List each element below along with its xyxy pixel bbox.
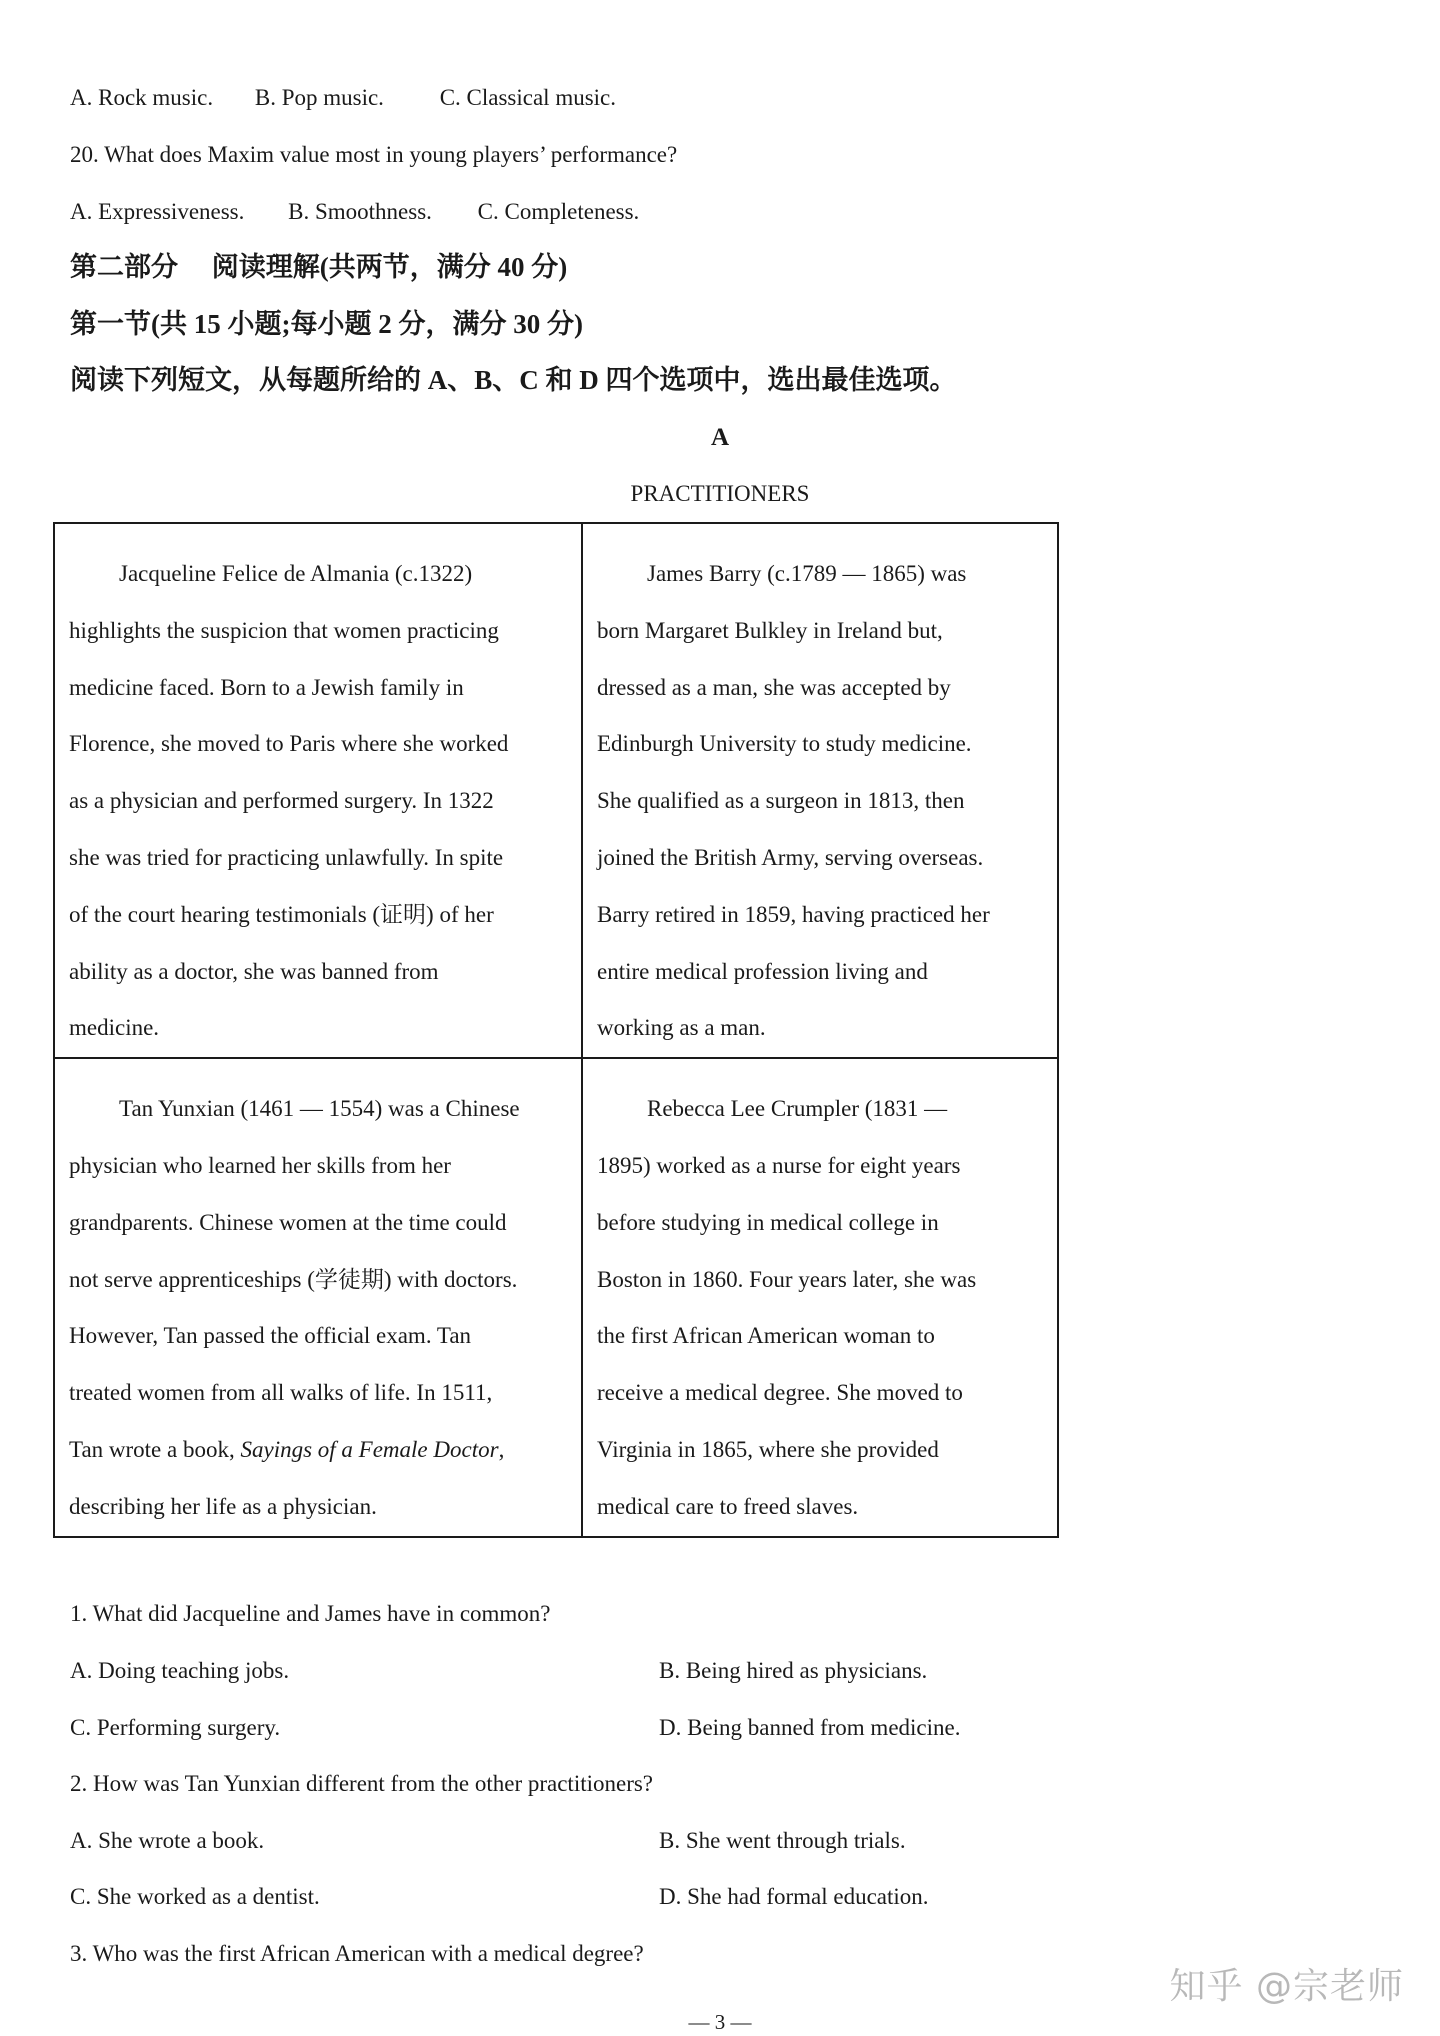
jacqueline-line: she was tried for practicing unlawfully. In spite bbox=[69, 844, 504, 870]
q20-option-b: B. Smoothness. bbox=[288, 199, 432, 224]
practitioners-table bbox=[53, 522, 1059, 1538]
tan-line: not serve apprenticeships (学徒期) with doctors. bbox=[69, 1266, 518, 1292]
q1-option-a: A. Doing teaching jobs. bbox=[70, 1658, 290, 1683]
q2-option-a: A. She wrote a book. bbox=[70, 1828, 265, 1853]
q3-text: 3. Who was the first African American with a medical degree? bbox=[70, 1941, 644, 1966]
q20-option-a: A. Expressiveness. bbox=[70, 199, 245, 224]
james-line: Edinburgh University to study medicine. bbox=[597, 731, 972, 757]
q2-option-b: B. She went through trials. bbox=[659, 1828, 906, 1853]
passage-title: PRACTITIONERS bbox=[630, 481, 810, 506]
tan-book-prefix: Tan wrote a book, bbox=[69, 1436, 241, 1462]
jacqueline-line: medicine faced. Born to a Jewish family in bbox=[69, 674, 464, 700]
subsection-heading: 第一节(共 15 小题;每小题 2 分，满分 30 分) bbox=[70, 309, 583, 339]
instruction-heading: 阅读下列短文，从每题所给的 A、B、C 和 D 四个选项中，选出最佳选项。 bbox=[70, 365, 957, 395]
jacqueline-line: highlights the suspicion that women practicing bbox=[69, 617, 499, 643]
cell-rebecca bbox=[582, 1058, 1058, 1536]
page-number: — 3 — bbox=[688, 2010, 752, 2034]
q2-option-c: C. She worked as a dentist. bbox=[70, 1884, 320, 1909]
james-line: working as a man. bbox=[597, 1015, 766, 1041]
rebecca-line: medical care to freed slaves. bbox=[597, 1493, 859, 1519]
q1-option-b: B. Being hired as physicians. bbox=[659, 1658, 928, 1683]
q2-option-d: D. She had formal education. bbox=[659, 1884, 929, 1909]
q1-text: 1. What did Jacqueline and James have in common? bbox=[70, 1601, 551, 1626]
james-line: James Barry (c.1789 — 1865) was bbox=[647, 561, 967, 586]
q19-option-a: A. Rock music. bbox=[70, 85, 214, 110]
tan-line: describing her life as a physician. bbox=[69, 1493, 377, 1519]
tan-line: Tan Yunxian (1461 — 1554) was a Chinese bbox=[119, 1096, 520, 1122]
cell-jacqueline bbox=[54, 523, 582, 1058]
tan-book-suffix: , bbox=[498, 1436, 505, 1462]
rebecca-line: before studying in medical college in bbox=[597, 1209, 939, 1235]
cell-tan bbox=[54, 1058, 582, 1536]
q20-text: 20. What does Maxim value most in young players’ performance? bbox=[70, 142, 678, 167]
james-line: born Margaret Bulkley in Ireland but, bbox=[597, 617, 943, 643]
rebecca-line: the first African American woman to bbox=[597, 1323, 935, 1349]
q19-option-c: C. Classical music. bbox=[439, 85, 617, 110]
jacqueline-line: Jacqueline Felice de Almania (c.1322) bbox=[119, 561, 473, 586]
watermark: 知乎 @宗老师 bbox=[1169, 1966, 1404, 2007]
q20-option-c: C. Completeness. bbox=[477, 199, 640, 224]
james-line: dressed as a man, she was accepted by bbox=[597, 674, 951, 700]
rebecca-line: Rebecca Lee Crumpler (1831 — bbox=[647, 1096, 948, 1122]
jacqueline-line: as a physician and performed surgery. In 1322 bbox=[69, 788, 494, 814]
q20-options bbox=[70, 197, 639, 227]
rebecca-line: Boston in 1860. Four years later, she was bbox=[597, 1266, 977, 1292]
jacqueline-line: ability as a doctor, she was banned from bbox=[69, 958, 439, 984]
james-line: Barry retired in 1859, having practiced her bbox=[597, 901, 990, 927]
jacqueline-line: Florence, she moved to Paris where she worked bbox=[69, 731, 509, 757]
james-line: She qualified as a surgeon in 1813, then bbox=[597, 788, 965, 814]
q2-text: 2. How was Tan Yunxian different from the other practitioners? bbox=[70, 1771, 654, 1796]
tan-line: physician who learned her skills from her bbox=[69, 1152, 451, 1178]
jacqueline-line: medicine. bbox=[69, 1015, 160, 1041]
q19-option-b: B. Pop music. bbox=[254, 85, 384, 110]
q1-option-c: C. Performing surgery. bbox=[70, 1715, 281, 1740]
tan-line: treated women from all walks of life. In 1511, bbox=[69, 1380, 493, 1406]
cell-james bbox=[582, 523, 1058, 1058]
passage-letter: A bbox=[710, 424, 730, 451]
rebecca-line: Virginia in 1865, where she provided bbox=[597, 1436, 939, 1462]
tan-book-title: Sayings of a Female Doctor bbox=[240, 1436, 499, 1462]
tan-line: grandparents. Chinese women at the time could bbox=[69, 1209, 507, 1235]
james-line: joined the British Army, serving overseas. bbox=[597, 844, 984, 870]
james-line: entire medical profession living and bbox=[597, 958, 928, 984]
q19-options bbox=[70, 83, 616, 113]
tan-line: However, Tan passed the official exam. Tan bbox=[69, 1323, 472, 1349]
section-part-heading: 第二部分 阅读理解(共两节，满分 40 分) bbox=[70, 252, 568, 282]
rebecca-line: 1895) worked as a nurse for eight years bbox=[597, 1152, 961, 1178]
jacqueline-line: of the court hearing testimonials (证明) of her bbox=[69, 901, 494, 927]
q1-option-d: D. Being banned from medicine. bbox=[659, 1715, 961, 1740]
rebecca-line: receive a medical degree. She moved to bbox=[597, 1380, 963, 1406]
